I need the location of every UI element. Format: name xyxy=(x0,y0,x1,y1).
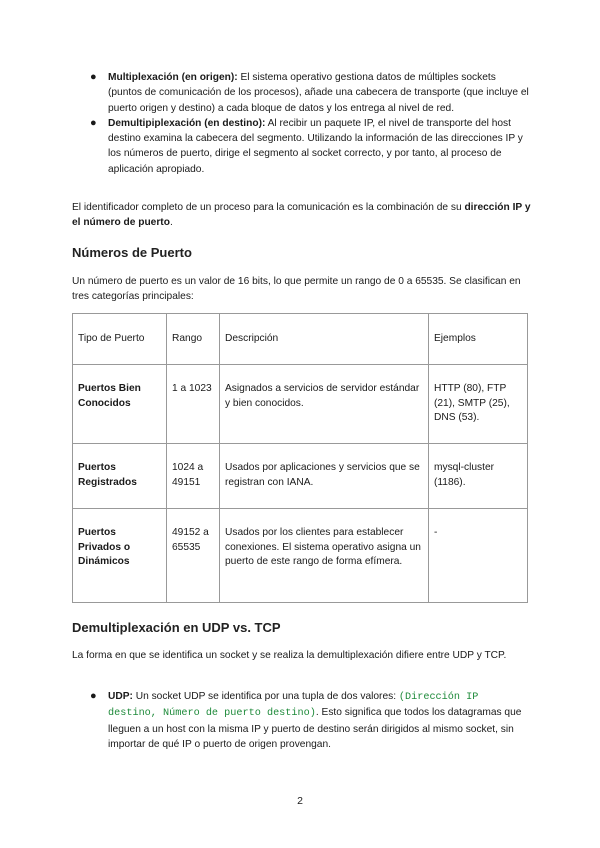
list-item xyxy=(72,116,532,177)
port-description: Asignados a servicios de servidor estándar y bien conocidos. xyxy=(220,365,429,444)
udp-list xyxy=(72,689,532,752)
bullet-label: Demultipiplexación (en destino): xyxy=(108,117,266,129)
page-number: 2 xyxy=(297,795,303,807)
bullet-label: UDP: xyxy=(108,691,133,702)
port-type: Puertos Privados o Dinámicos xyxy=(78,527,131,567)
port-description: Usados por aplicaciones y servicios que se registran con IANA. xyxy=(220,444,429,509)
table-header: Rango xyxy=(167,314,220,365)
port-examples: mysql-cluster (1186). xyxy=(429,444,528,509)
port-description: Usados por los clientes para establecer conexiones. El sistema operativo asigna un puerto de este rango de forma efímera. xyxy=(220,509,429,603)
bold-phrase: dirección IP y el número de puerto xyxy=(72,202,531,229)
section-title-ports: Números de Puerto xyxy=(72,245,192,260)
bullet-icon: ● xyxy=(90,690,97,702)
multiplexing-list xyxy=(72,70,532,177)
bullet-text: Al recibir un paquete IP, el nivel de transporte del host destino examina la cabecera del segmento. Utilizando la información de las direcciones IP y los números de puerto, dirige el segmento al socket correcto, y por tanto, al proceso de aplicación apropiado. xyxy=(108,117,523,175)
code-tuple: (Dirección IP destino, Número de puerto destino) xyxy=(108,692,479,720)
ports-table xyxy=(72,313,528,603)
port-range: 49152 a 65535 xyxy=(167,509,220,603)
table-row xyxy=(73,509,528,603)
port-range: 1 a 1023 xyxy=(167,365,220,444)
ports-intro: Un número de puerto es un valor de 16 bits, lo que permite un rango de 0 a 65535. Se clasifican en tres categorías principales: xyxy=(72,276,521,303)
table-row xyxy=(73,444,528,509)
table-row xyxy=(73,365,528,444)
table-header: Tipo de Puerto xyxy=(73,314,167,365)
list-item: ● UDP: Un socket UDP se identifica por una tupla de dos valores: (Dirección IP destino, Número de puerto destino). Esto significa que todos los datagramas que lleguen a un host con la misma IP y puerto de destino serán dirigidos al mismo socket, sin importar de qué IP o puerto de origen provengan. xyxy=(90,690,522,750)
port-examples: HTTP (80), FTP (21), SMTP (25), DNS (53). xyxy=(429,365,528,444)
list-item xyxy=(72,70,532,116)
port-type: Puertos Bien Conocidos xyxy=(78,383,141,409)
table-header: Ejemplos xyxy=(429,314,528,365)
bullet-icon: ● xyxy=(90,116,97,129)
bullet-label: Multiplexación (en origen): xyxy=(108,72,238,83)
port-examples: - xyxy=(429,509,528,603)
demux-intro: La forma en que se identifica un socket y se realiza la demultiplexación difiere entre UDP y TCP. xyxy=(72,650,507,661)
port-range: 1024 a 49151 xyxy=(167,444,220,509)
port-type: Puertos Registrados xyxy=(78,462,137,488)
section-title-demux: Demultiplexación en UDP vs. TCP xyxy=(72,620,281,635)
bullet-icon: ● xyxy=(90,71,97,83)
identifier-paragraph: El identificador completo de un proceso para la comunicación es la combinación de su dirección IP y el número de puerto. xyxy=(72,202,531,229)
table-header-row xyxy=(73,314,528,365)
bullet-text: El sistema operativo gestiona datos de múltiples sockets (puntos de comunicación de los procesos), añade una cabecera de transporte (que incluye el puerto origen y destino) a cada bloque de datos y los entrega al nivel de red. xyxy=(108,72,529,114)
table-header: Descripción xyxy=(220,314,429,365)
